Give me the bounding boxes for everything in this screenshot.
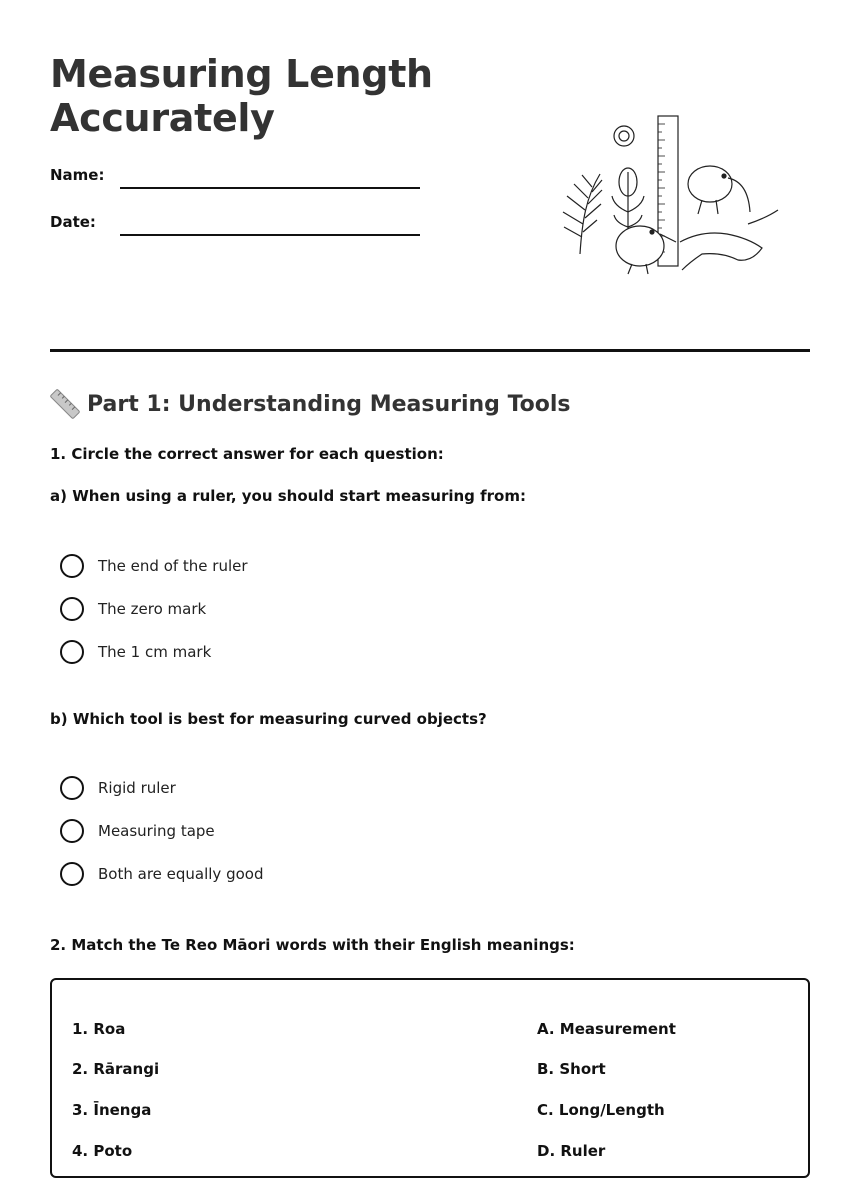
radio-circle[interactable] bbox=[60, 597, 84, 621]
option-1a-3[interactable] bbox=[60, 640, 211, 664]
maori-word-3[interactable]: 3. Īnenga bbox=[72, 1101, 152, 1119]
maori-word-1[interactable]: 1. Roa bbox=[72, 1020, 126, 1038]
english-meaning-b[interactable]: B. Short bbox=[537, 1060, 606, 1078]
maori-word-4[interactable]: 4. Poto bbox=[72, 1142, 133, 1160]
question-1-prompt: 1. Circle the correct answer for each question: bbox=[50, 445, 444, 463]
radio-circle[interactable] bbox=[60, 776, 84, 800]
english-meaning-a[interactable]: A. Measurement bbox=[537, 1020, 676, 1038]
option-label: The zero mark bbox=[98, 600, 207, 618]
title-line-2: Accurately bbox=[50, 96, 275, 140]
english-meaning-c[interactable]: C. Long/Length bbox=[537, 1101, 665, 1119]
option-label: Rigid ruler bbox=[98, 779, 176, 797]
option-label: Measuring tape bbox=[98, 822, 215, 840]
option-label: The end of the ruler bbox=[98, 557, 248, 575]
option-1b-1[interactable] bbox=[60, 776, 176, 800]
radio-circle[interactable] bbox=[60, 554, 84, 578]
option-label: Both are equally good bbox=[98, 865, 264, 883]
maori-word-2[interactable]: 2. Rārangi bbox=[72, 1060, 160, 1078]
english-meaning-d[interactable]: D. Ruler bbox=[537, 1142, 606, 1160]
page-title bbox=[50, 52, 433, 140]
radio-circle[interactable] bbox=[60, 862, 84, 886]
name-label: Name: bbox=[50, 166, 105, 184]
option-1b-2[interactable] bbox=[60, 819, 215, 843]
question-2-prompt: 2. Match the Te Reo Māori words with their English meanings: bbox=[50, 936, 575, 954]
option-1a-1[interactable] bbox=[60, 554, 248, 578]
option-1b-3[interactable] bbox=[60, 862, 263, 886]
kiwi-ruler-illustration bbox=[552, 112, 787, 280]
ruler-icon bbox=[50, 389, 80, 419]
question-1a: a) When using a ruler, you should start measuring from: bbox=[50, 487, 526, 505]
name-field[interactable] bbox=[120, 187, 420, 189]
part1-heading-text: Part 1: Understanding Measuring Tools bbox=[87, 391, 571, 417]
date-field[interactable] bbox=[120, 234, 420, 236]
question-1b: b) Which tool is best for measuring curved objects? bbox=[50, 710, 487, 728]
title-line-1: Measuring Length bbox=[50, 52, 433, 96]
option-1a-2[interactable] bbox=[60, 597, 206, 621]
section-divider bbox=[50, 349, 810, 352]
option-label: The 1 cm mark bbox=[98, 643, 212, 661]
matching-box bbox=[50, 978, 810, 1178]
part1-heading bbox=[50, 389, 571, 419]
radio-circle[interactable] bbox=[60, 819, 84, 843]
radio-circle[interactable] bbox=[60, 640, 84, 664]
date-label: Date: bbox=[50, 213, 96, 231]
